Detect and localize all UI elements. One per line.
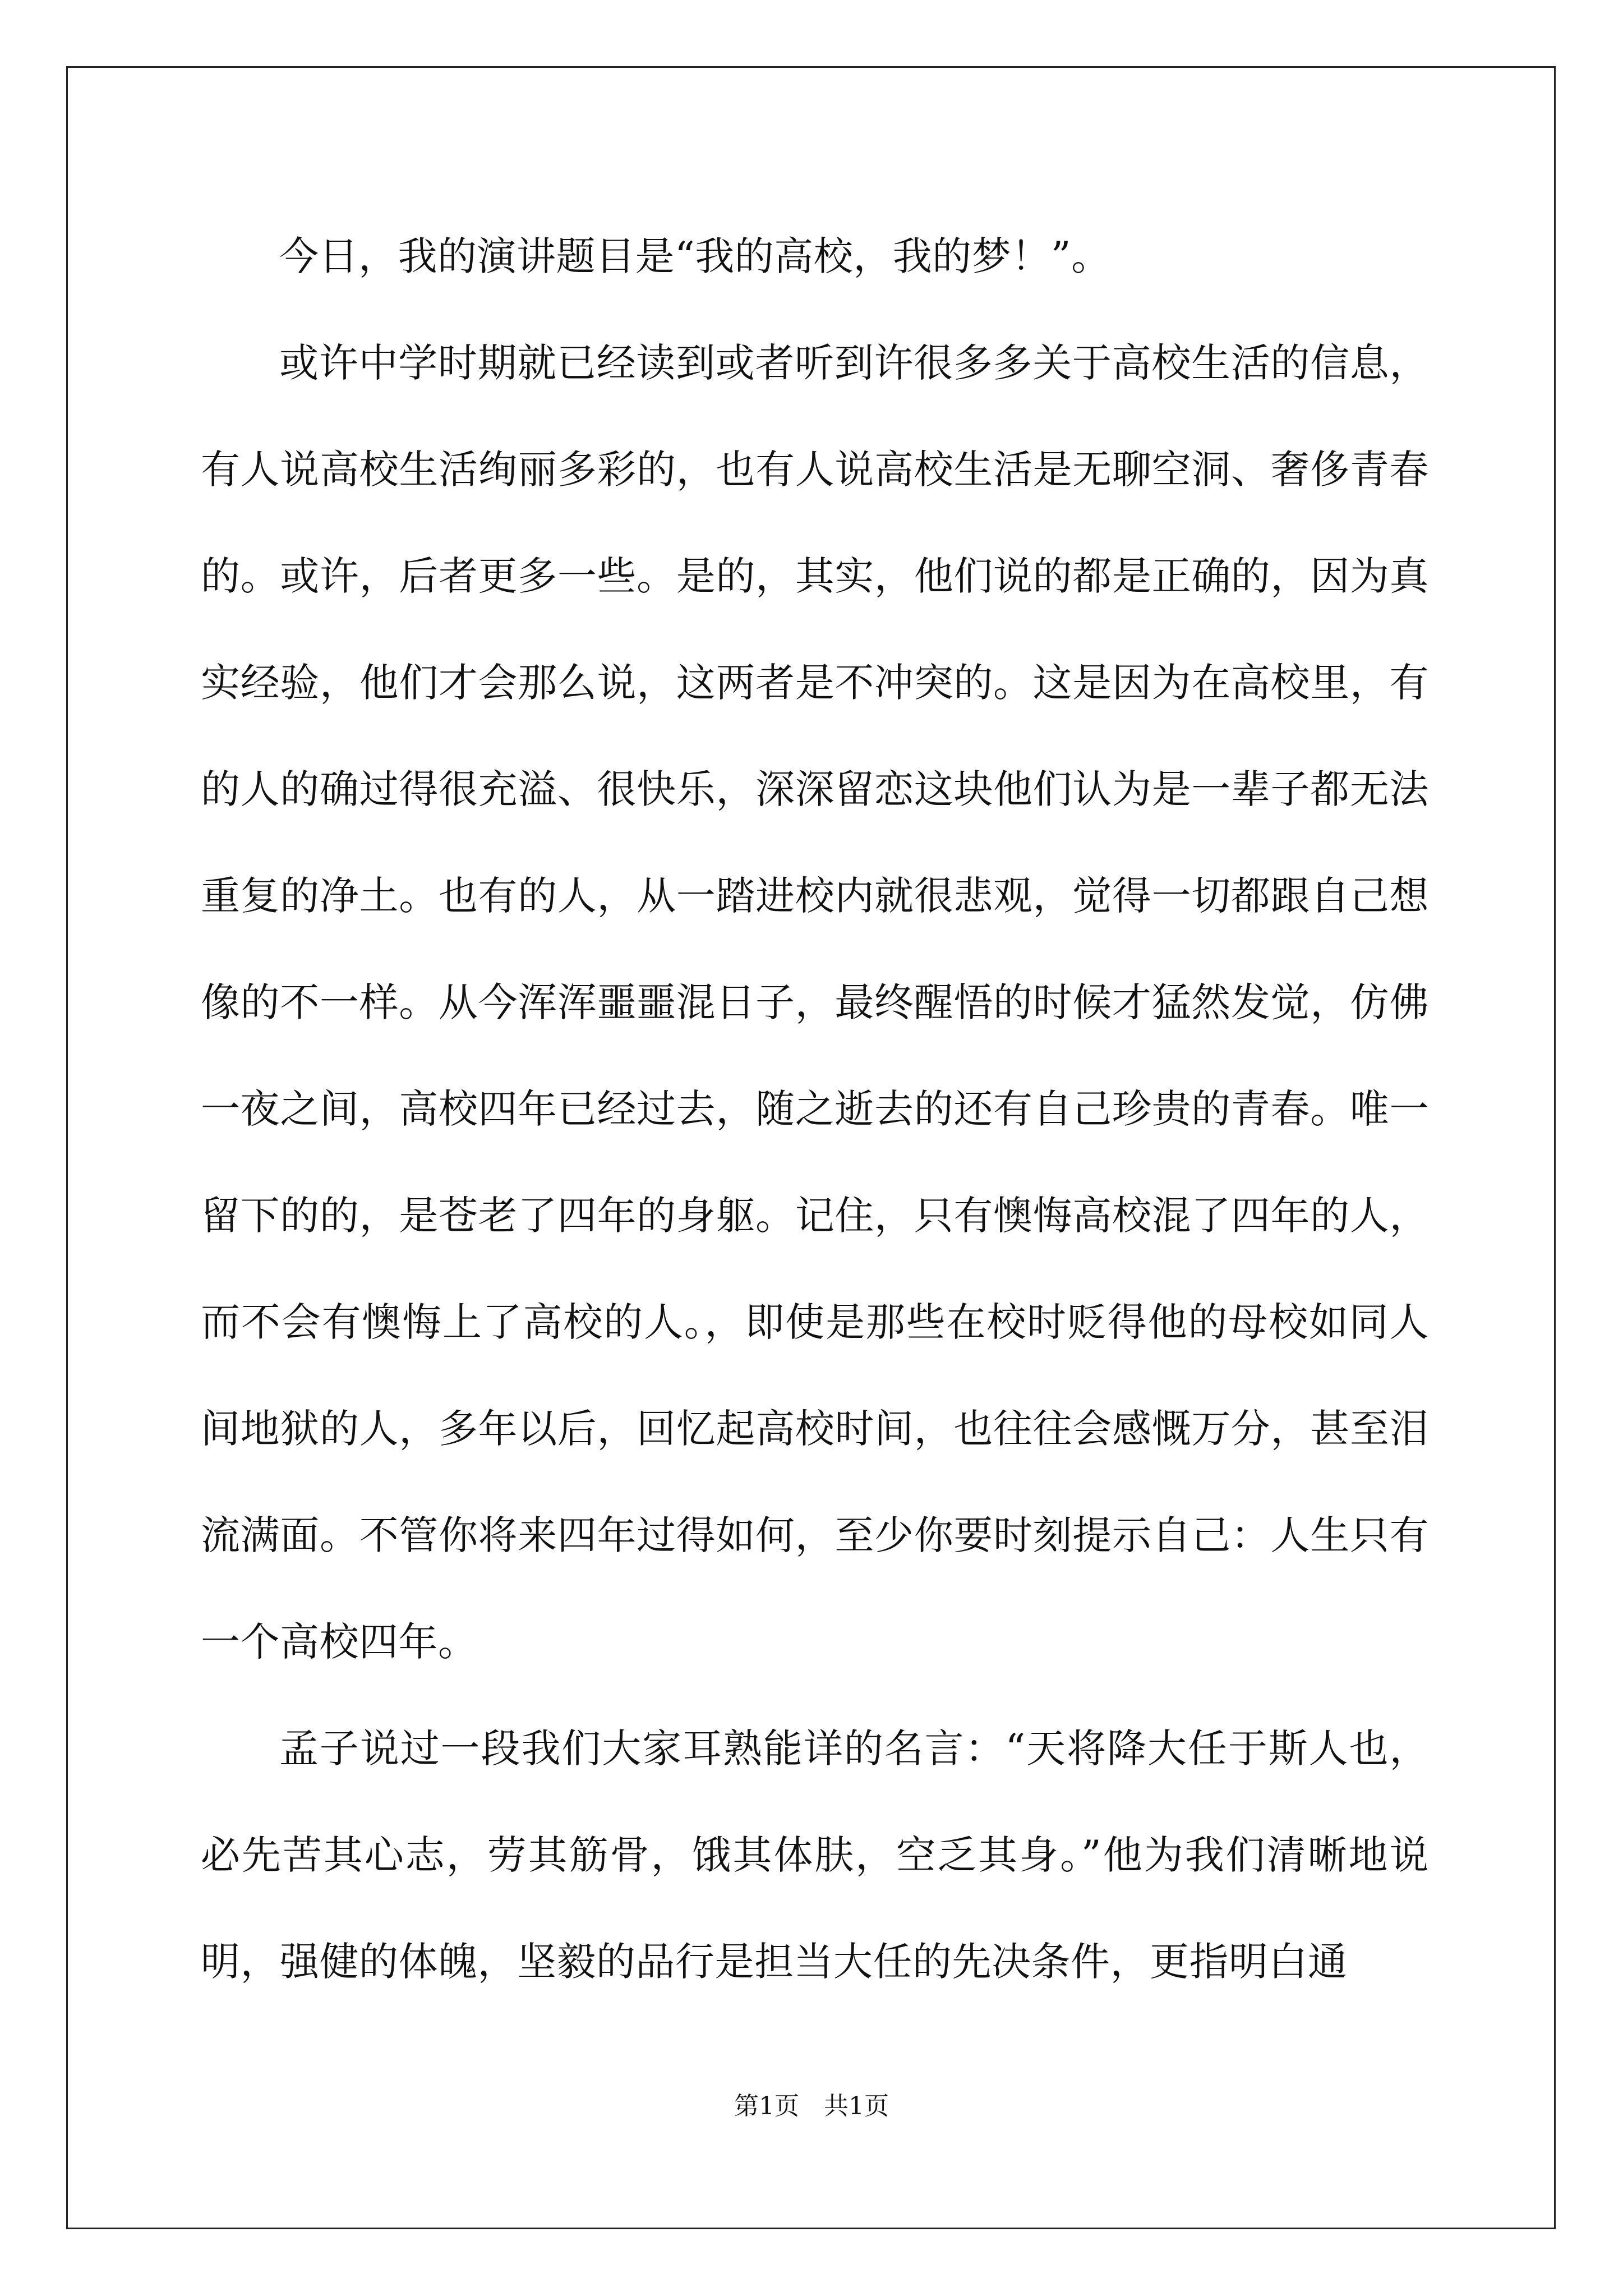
paragraph-1: 今日，我的演讲题目是“我的高校，我的梦！”。 (279, 233, 1111, 279)
paragraph-3: 孟子说过一段我们大家耳熟能详的名言：“天将降大任于斯人也，必先苦其心志，劳其筋骨，饿其体肤，空乏其身。”他为我们清晰地说明，强健的体魄，坚毅的品行是担当大任的先决条件，更指明白通 (201, 1726, 1429, 1985)
document-body (201, 203, 1429, 2015)
page-footer: 第1页 共1页 (734, 2092, 889, 2120)
paragraph-2: 或许中学时期就已经读到或者听到许很多多关于高校生活的信息，有人说高校生活绚丽多彩的，也有人说高校生活是无聊空洞、奢侈青春的。或许，后者更多一些。是的，其实，他们说的都是正确的，因为真实经验，他们才会那么说，这两者是不冲突的。这是因为在高校里，有的人的确过得很充溢、很快乐，深深留恋这块他们认为是一辈子都无法重复的净土。也有的人，从一踏进校内就很悲观，觉得一切都跟自己想像的不一样。从今浑浑噩噩混日子，最终醒悟的时候才猛然发觉，仿佛一夜之间，高校四年已经过去，随之逝去的还有自己珍贵的青春。唯一留下的的，是苍老了四年的身躯。记住，只有懊悔高校混了四年的人，而不会有懊悔上了高校的人。，即使是那些在校时贬得他的母校如同人间地狱的人，多年以后，回忆起高校时间，也往往会感慨万分，甚至泪流满面。不管你将来四年过得如何，至少你要时刻提示自己：人生只有一个高校四年。 (201, 340, 1429, 1665)
